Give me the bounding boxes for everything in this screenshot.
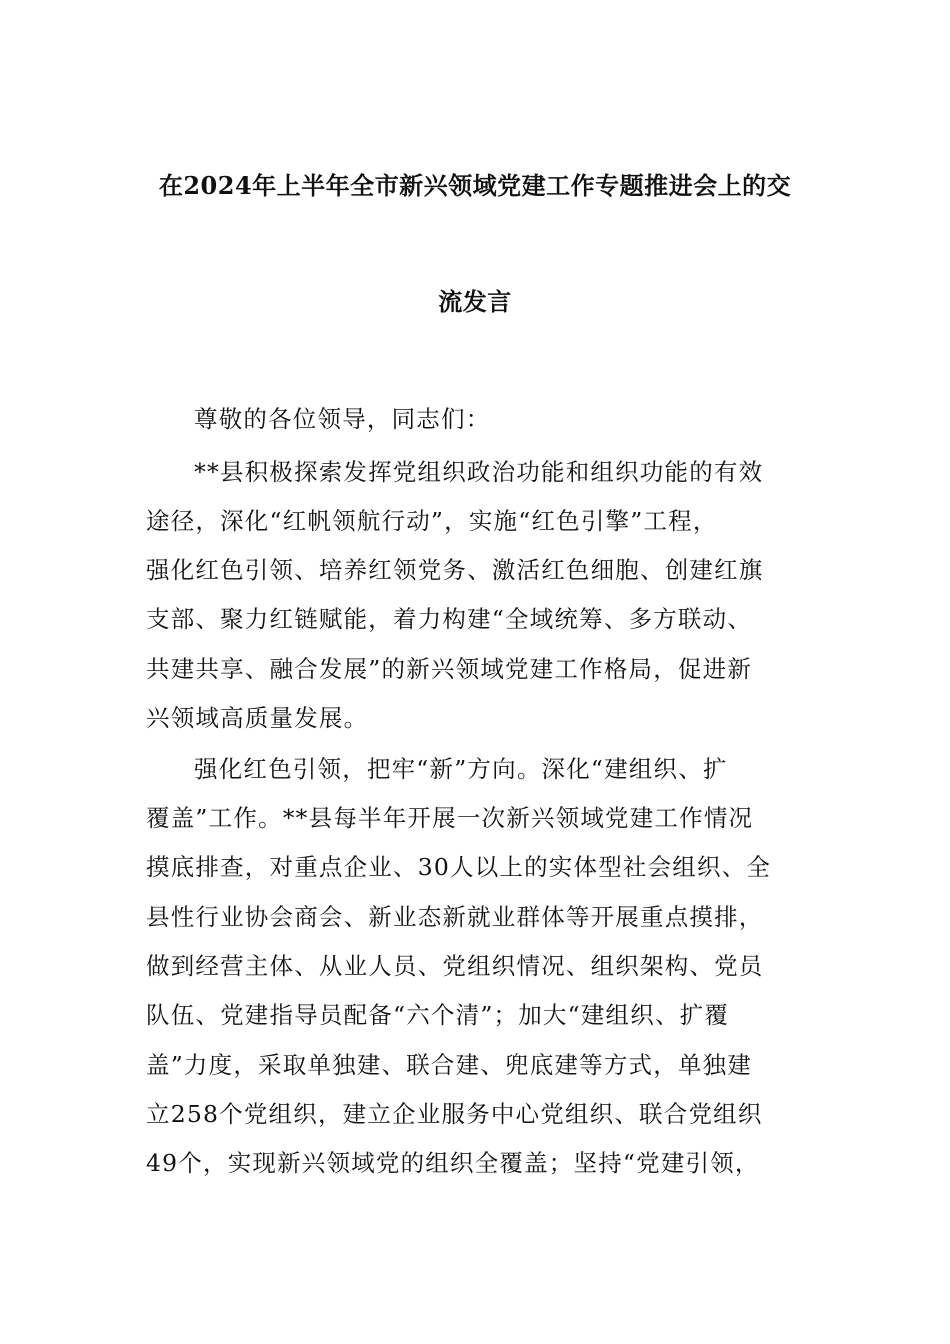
paragraph-1-line-3: 强化红色引领、培养红领党务、激活红色细胞、创建红旗 [146, 556, 764, 584]
paragraph-1-line-1: **县积极探索发挥党组织政治功能和组织功能的有效 [194, 458, 764, 486]
paragraph-2-line-5: 做到经营主体、从业人员、党组织情况、组织架构、党员 [146, 952, 764, 980]
paragraph-1-line-6: 兴领域高质量发展。 [146, 704, 369, 732]
document-title-line-2: 流发言 [438, 287, 512, 316]
salutation: 尊敬的各位领导，同志们： [194, 405, 491, 433]
paragraph-2-line-2: 覆盖”工作。**县每半年开展一次新兴领域党建工作情况 [146, 804, 754, 832]
paragraph-1-line-4: 支部、聚力红链赋能，着力构建“全域统筹、多方联动、 [146, 605, 753, 633]
paragraph-2-line-4: 县性行业协会商会、新业态新就业群体等开展重点摸排， [146, 903, 764, 931]
paragraph-2-line-1: 强化红色引领，把牢“新”方向。深化“建组织、扩 [194, 755, 728, 783]
document-title-line-1: 在2024年上半年全市新兴领域党建工作专题推进会上的交 [158, 171, 792, 200]
paragraph-2-line-8: 立258个党组织，建立企业服务中心党组织、联合党组织 [146, 1100, 763, 1128]
paragraph-1-line-5: 共建共享、融合发展”的新兴领域党建工作格局，促进新 [146, 655, 753, 683]
paragraph-1-line-2: 途径，深化“红帆领航行动”，实施“红色引擎”工程， [146, 507, 718, 535]
paragraph-2-line-3: 摸底排查，对重点企业、30人以上的实体型社会组织、全 [146, 853, 772, 881]
paragraph-2-line-9: 49个，实现新兴领域党的组织全覆盖；坚持“党建引领， [146, 1149, 760, 1177]
paragraph-2-line-6: 队伍、党建指导员配备“六个清”；加大“建组织、扩覆 [146, 1001, 730, 1029]
paragraph-2-line-7: 盖”力度，采取单独建、联合建、兜底建等方式，单独建 [146, 1051, 753, 1079]
